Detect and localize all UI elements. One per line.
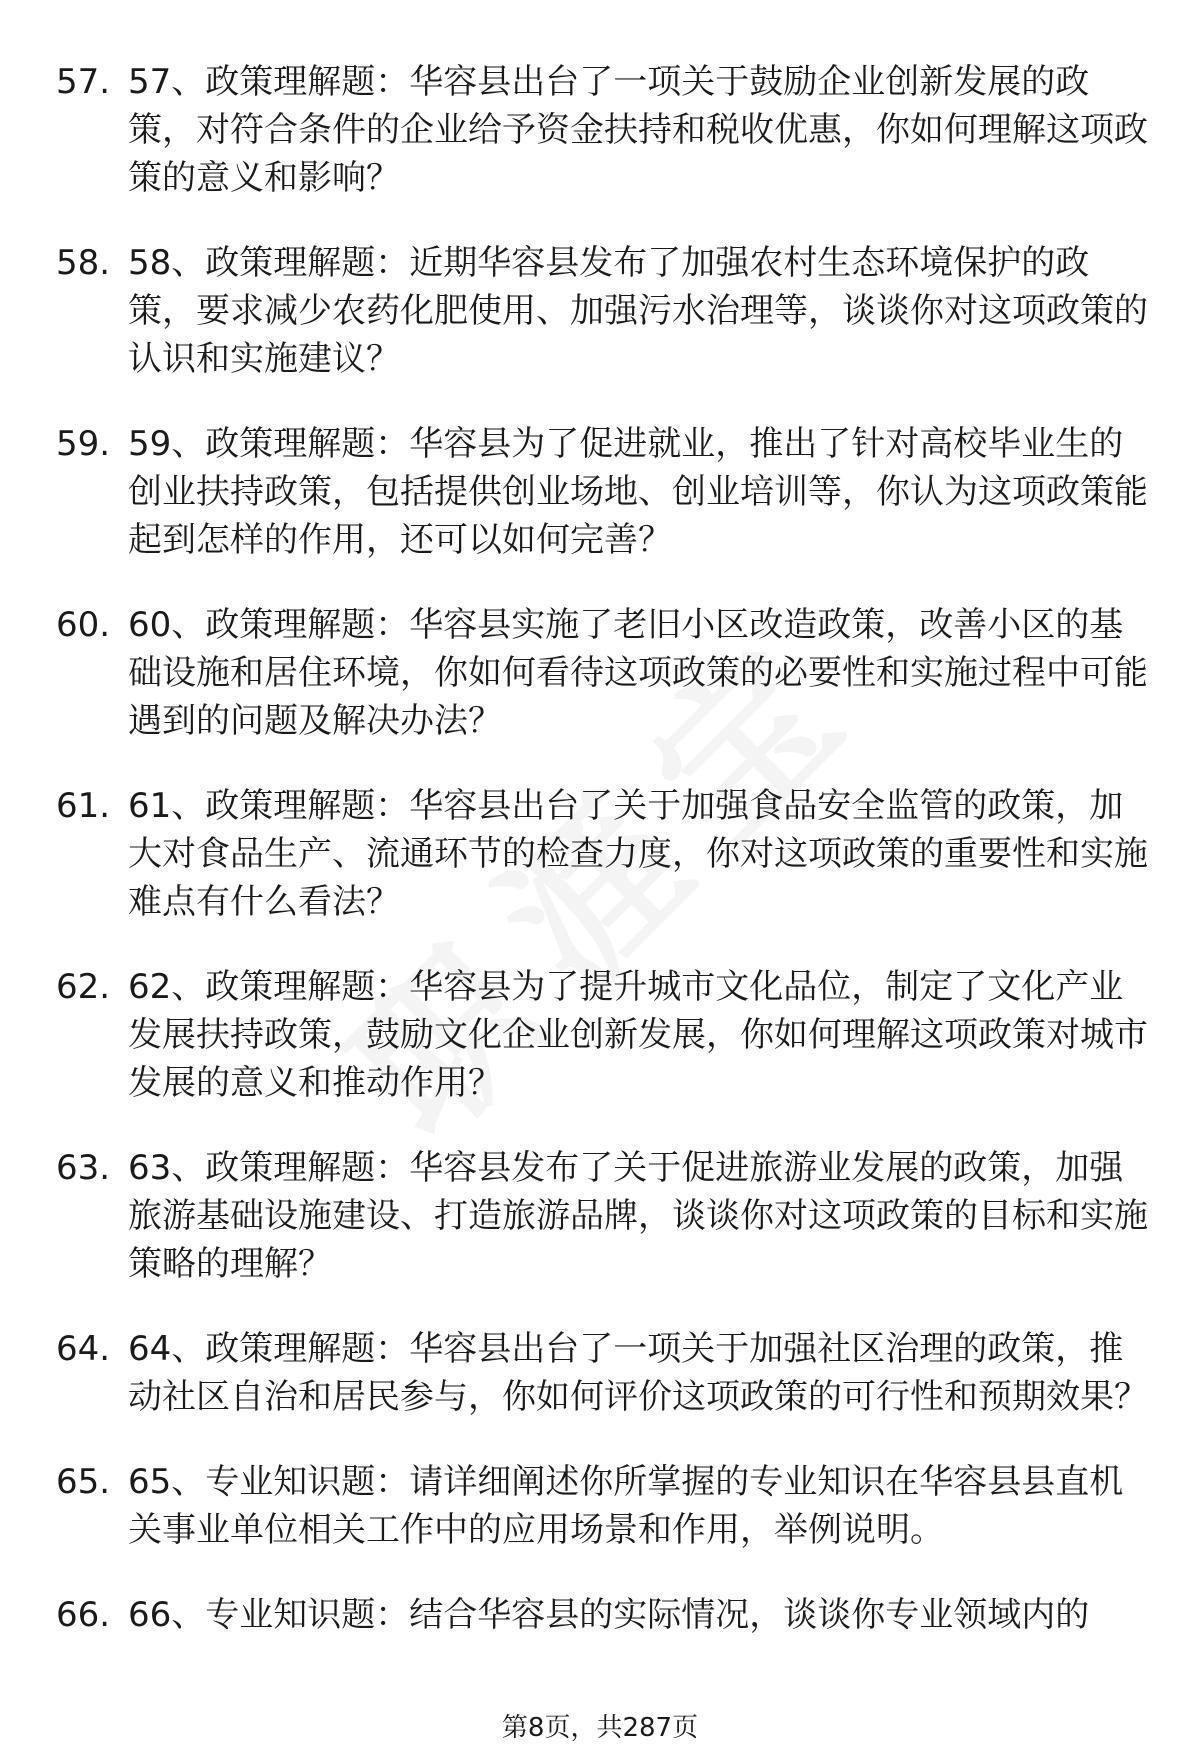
question-item-64 [0,1325,1200,1421]
question-item-65 [0,1458,1200,1554]
question-item-61 [0,782,1200,926]
question-list [0,58,1200,1676]
question-item-59 [0,420,1200,564]
question-item-66 [0,1591,1200,1639]
question-number: 62. [56,967,111,1007]
question-number: 66. [56,1595,111,1635]
question-number: 57. [56,62,111,102]
question-item-63 [0,1144,1200,1288]
question-item-62 [0,963,1200,1107]
question-text: 60、政策理解题：华容县实施了老旧小区改造政策，改善小区的基础设施和居住环境，你如何看待这项政策的必要性和实施过程中可能遇到的问题及解决办法？ [128,605,1148,741]
question-text: 57、政策理解题：华容县出台了一项关于鼓励企业创新发展的政策，对符合条件的企业给予资金扶持和税收优惠，你如何理解这项政策的意义和影响？ [128,62,1148,198]
question-item-58 [0,239,1200,383]
question-text: 66、专业知识题：结合华容县的实际情况，谈谈你专业领域内的 [128,1595,1090,1635]
question-number: 60. [56,605,111,645]
question-text: 61、政策理解题：华容县出台了关于加强食品安全监管的政策，加大对食品生产、流通环节的检查力度，你对这项政策的重要性和实施难点有什么看法？ [128,786,1148,922]
question-number: 58. [56,243,111,283]
question-item-57 [0,58,1200,202]
question-number: 65. [56,1462,111,1502]
question-number: 64. [56,1329,111,1369]
question-text: 62、政策理解题：华容县为了提升城市文化品位，制定了文化产业发展扶持政策，鼓励文化企业创新发展，你如何理解这项政策对城市发展的意义和推动作用？ [128,967,1148,1103]
question-text: 65、专业知识题：请详细阐述你所掌握的专业知识在华容县县直机关事业单位相关工作中的应用场景和作用，举例说明。 [128,1462,1124,1550]
question-text: 59、政策理解题：华容县为了促进就业，推出了针对高校毕业生的创业扶持政策，包括提供创业场地、创业培训等，你认为这项政策能起到怎样的作用，还可以如何完善？ [128,424,1148,560]
question-number: 59. [56,424,111,464]
question-number: 63. [56,1148,111,1188]
question-item-60 [0,601,1200,745]
page-footer: 第8页，共287页 [0,1708,1200,1748]
question-text: 58、政策理解题：近期华容县发布了加强农村生态环境保护的政策，要求减少农药化肥使用、加强污水治理等，谈谈你对这项政策的认识和实施建议？ [128,243,1148,379]
question-text: 63、政策理解题：华容县发布了关于促进旅游业发展的政策，加强旅游基础设施建设、打造旅游品牌，谈谈你对这项政策的目标和实施策略的理解？ [128,1148,1148,1284]
question-number: 61. [56,786,111,826]
question-text: 64、政策理解题：华容县出台了一项关于加强社区治理的政策，推动社区自治和居民参与，你如何评价这项政策的可行性和预期效果？ [128,1329,1148,1417]
